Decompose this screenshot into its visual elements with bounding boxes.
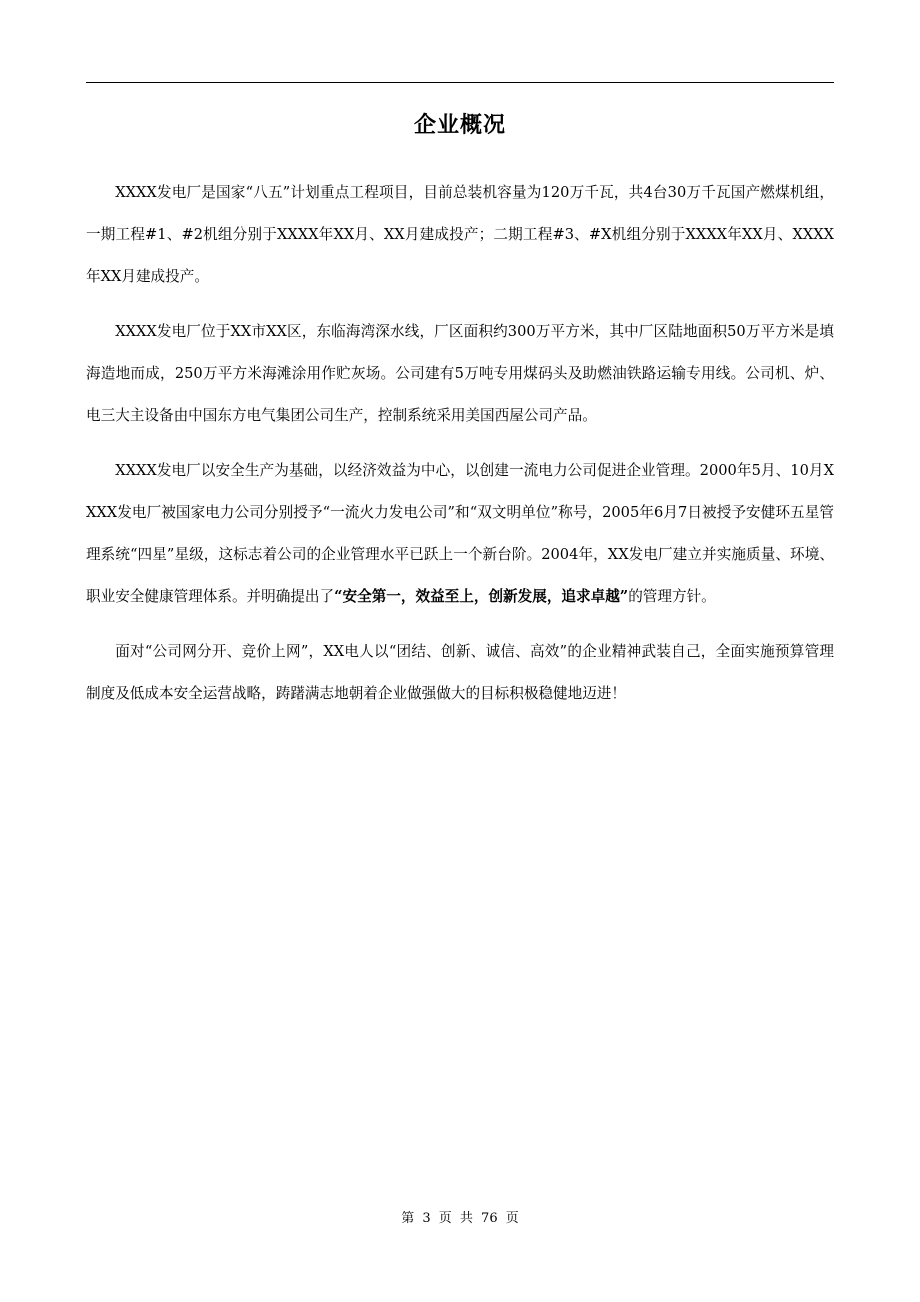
page-number: 第 3 页 共 76 页 — [401, 1211, 519, 1226]
header-rule — [86, 82, 834, 83]
paragraph-overview: XXXX发电厂是国家“八五”计划重点工程项目，目前总装机容量为120万千瓦，共4台30万千瓦国产燃煤机组，一期工程#1、#2机组分别于XXXX年XX月、XX月建成投产；二期工程#3、#X机组分别于XXXX年XX月、XXXX年XX月建成投产。 — [86, 184, 834, 285]
paragraph-management — [86, 450, 834, 618]
page-title: 企业概况 — [413, 113, 506, 138]
management-policy: “安全第一，效益至上，创新发展，追求卓越” — [334, 588, 629, 605]
management-text-end: 的管理方针。 — [628, 588, 716, 605]
paragraph-location: XXXX发电厂位于XX市XX区，东临海湾深水线，厂区面积约300万平方米，其中厂区陆地面积50万平方米是填海造地而成，250万平方米海滩涂用作贮灰场。公司建有5万吨专用煤码头及助燃油铁路运输专用线。公司机、炉、电三大主设备由中国东方电气集团公司生产，控制系统采用美国西屋公司产品。 — [86, 323, 834, 424]
document-body — [86, 172, 834, 728]
paragraph-outlook: 面对“公司网分开、竞价上网”，XX电人以“团结、创新、诚信、高效”的企业精神武装自己，全面实施预算管理制度及低成本安全运营战略，踌躇满志地朝着企业做强做大的目标积极稳健地迈进！ — [86, 643, 834, 702]
management-text: XXXX发电厂以安全生产为基础，以经济效益为中心，以创建一流电力公司促进企业管理。2000年5月、10月XXXX发电厂被国家电力公司分别授予“一流火力发电公司”和“双文明单位”称号，2005年6月7日被授予安健环五星管理系统“四星”星级，这标志着公司的企业管理水平已跃上一个新台阶。2004年，XX发电厂建立并实施质量、环境、职业安全健康管理体系。并明确提出了 — [86, 462, 834, 605]
